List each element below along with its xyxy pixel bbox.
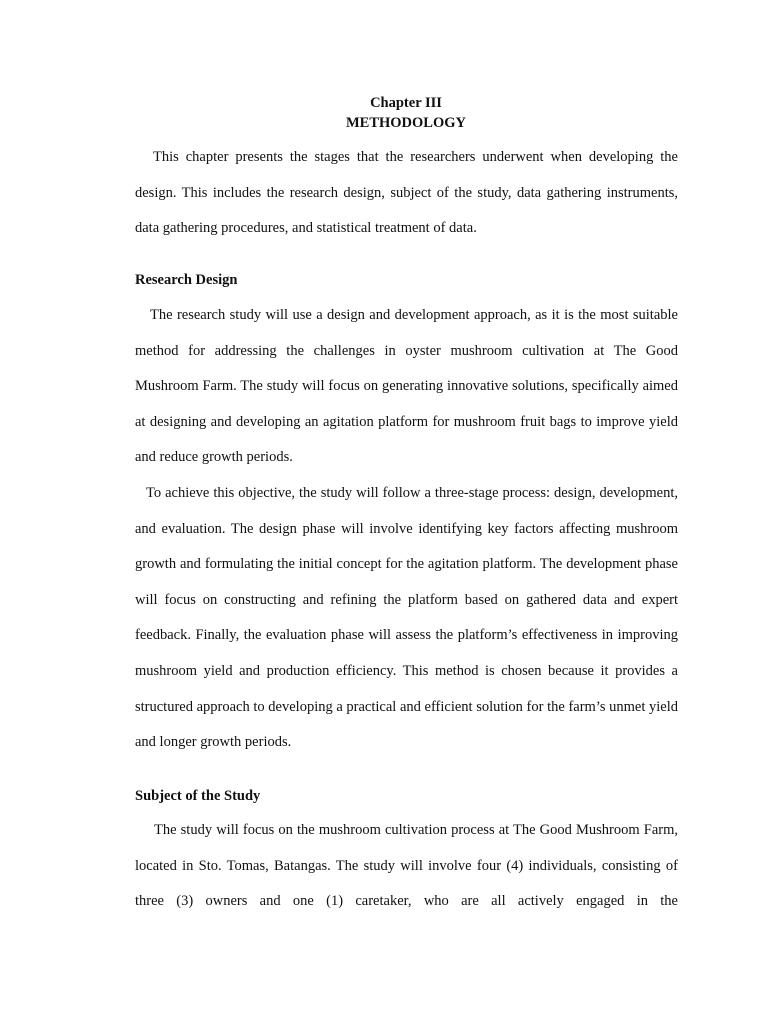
research-design-paragraph-2: To achieve this objective, the study will follow a three-stage process: design, development, and evaluation. The design phase will involve identifying key factors affecting mushroom growth and formulating the initial concept for the agitation platform. The development phase will focus on constructing and refining the platform based on gathered data and expert feedback. Finally, the evaluation phase will assess the platform’s effectiveness in improving mushroom yield and production efficiency. This method is chosen because it provides a structured approach to developing a practical and efficient solution for the farm’s unmet yield and longer growth periods. — [135, 484, 678, 751]
research-design-paragraph-1: The research study will use a design and development approach, as it is the most suitable method for addressing the challenges in oyster mushroom cultivation at The Good Mushroom Farm. The study will focus on generating innovative solutions, specifically aimed at designing and developing an agitation platform for mushroom fruit bags to improve yield and reduce growth periods. — [135, 307, 678, 466]
subject-of-study-heading: Subject of the Study — [135, 788, 261, 804]
research-design-heading: Research Design — [135, 272, 238, 288]
intro-paragraph: This chapter presents the stages that the researchers underwent when developing the design. This includes the research design, subject of the study, data gathering instruments, data gathering procedures, and statistical treatment of data. — [135, 149, 678, 237]
chapter-title: METHODOLOGY — [345, 115, 467, 131]
chapter-number: Chapter III — [370, 95, 442, 111]
research-design-body — [135, 298, 678, 761]
intro-block — [135, 140, 678, 247]
subject-of-study-paragraph-1: The study will focus on the mushroom cultivation process at The Good Mushroom Farm, located in Sto. Tomas, Batangas. The study will involve four (4) individuals, consisting of three (3) owners and one (1) caretaker, who are all actively engaged in the — [135, 822, 678, 910]
subject-of-study-body — [135, 813, 678, 920]
chapter-header — [0, 93, 768, 133]
